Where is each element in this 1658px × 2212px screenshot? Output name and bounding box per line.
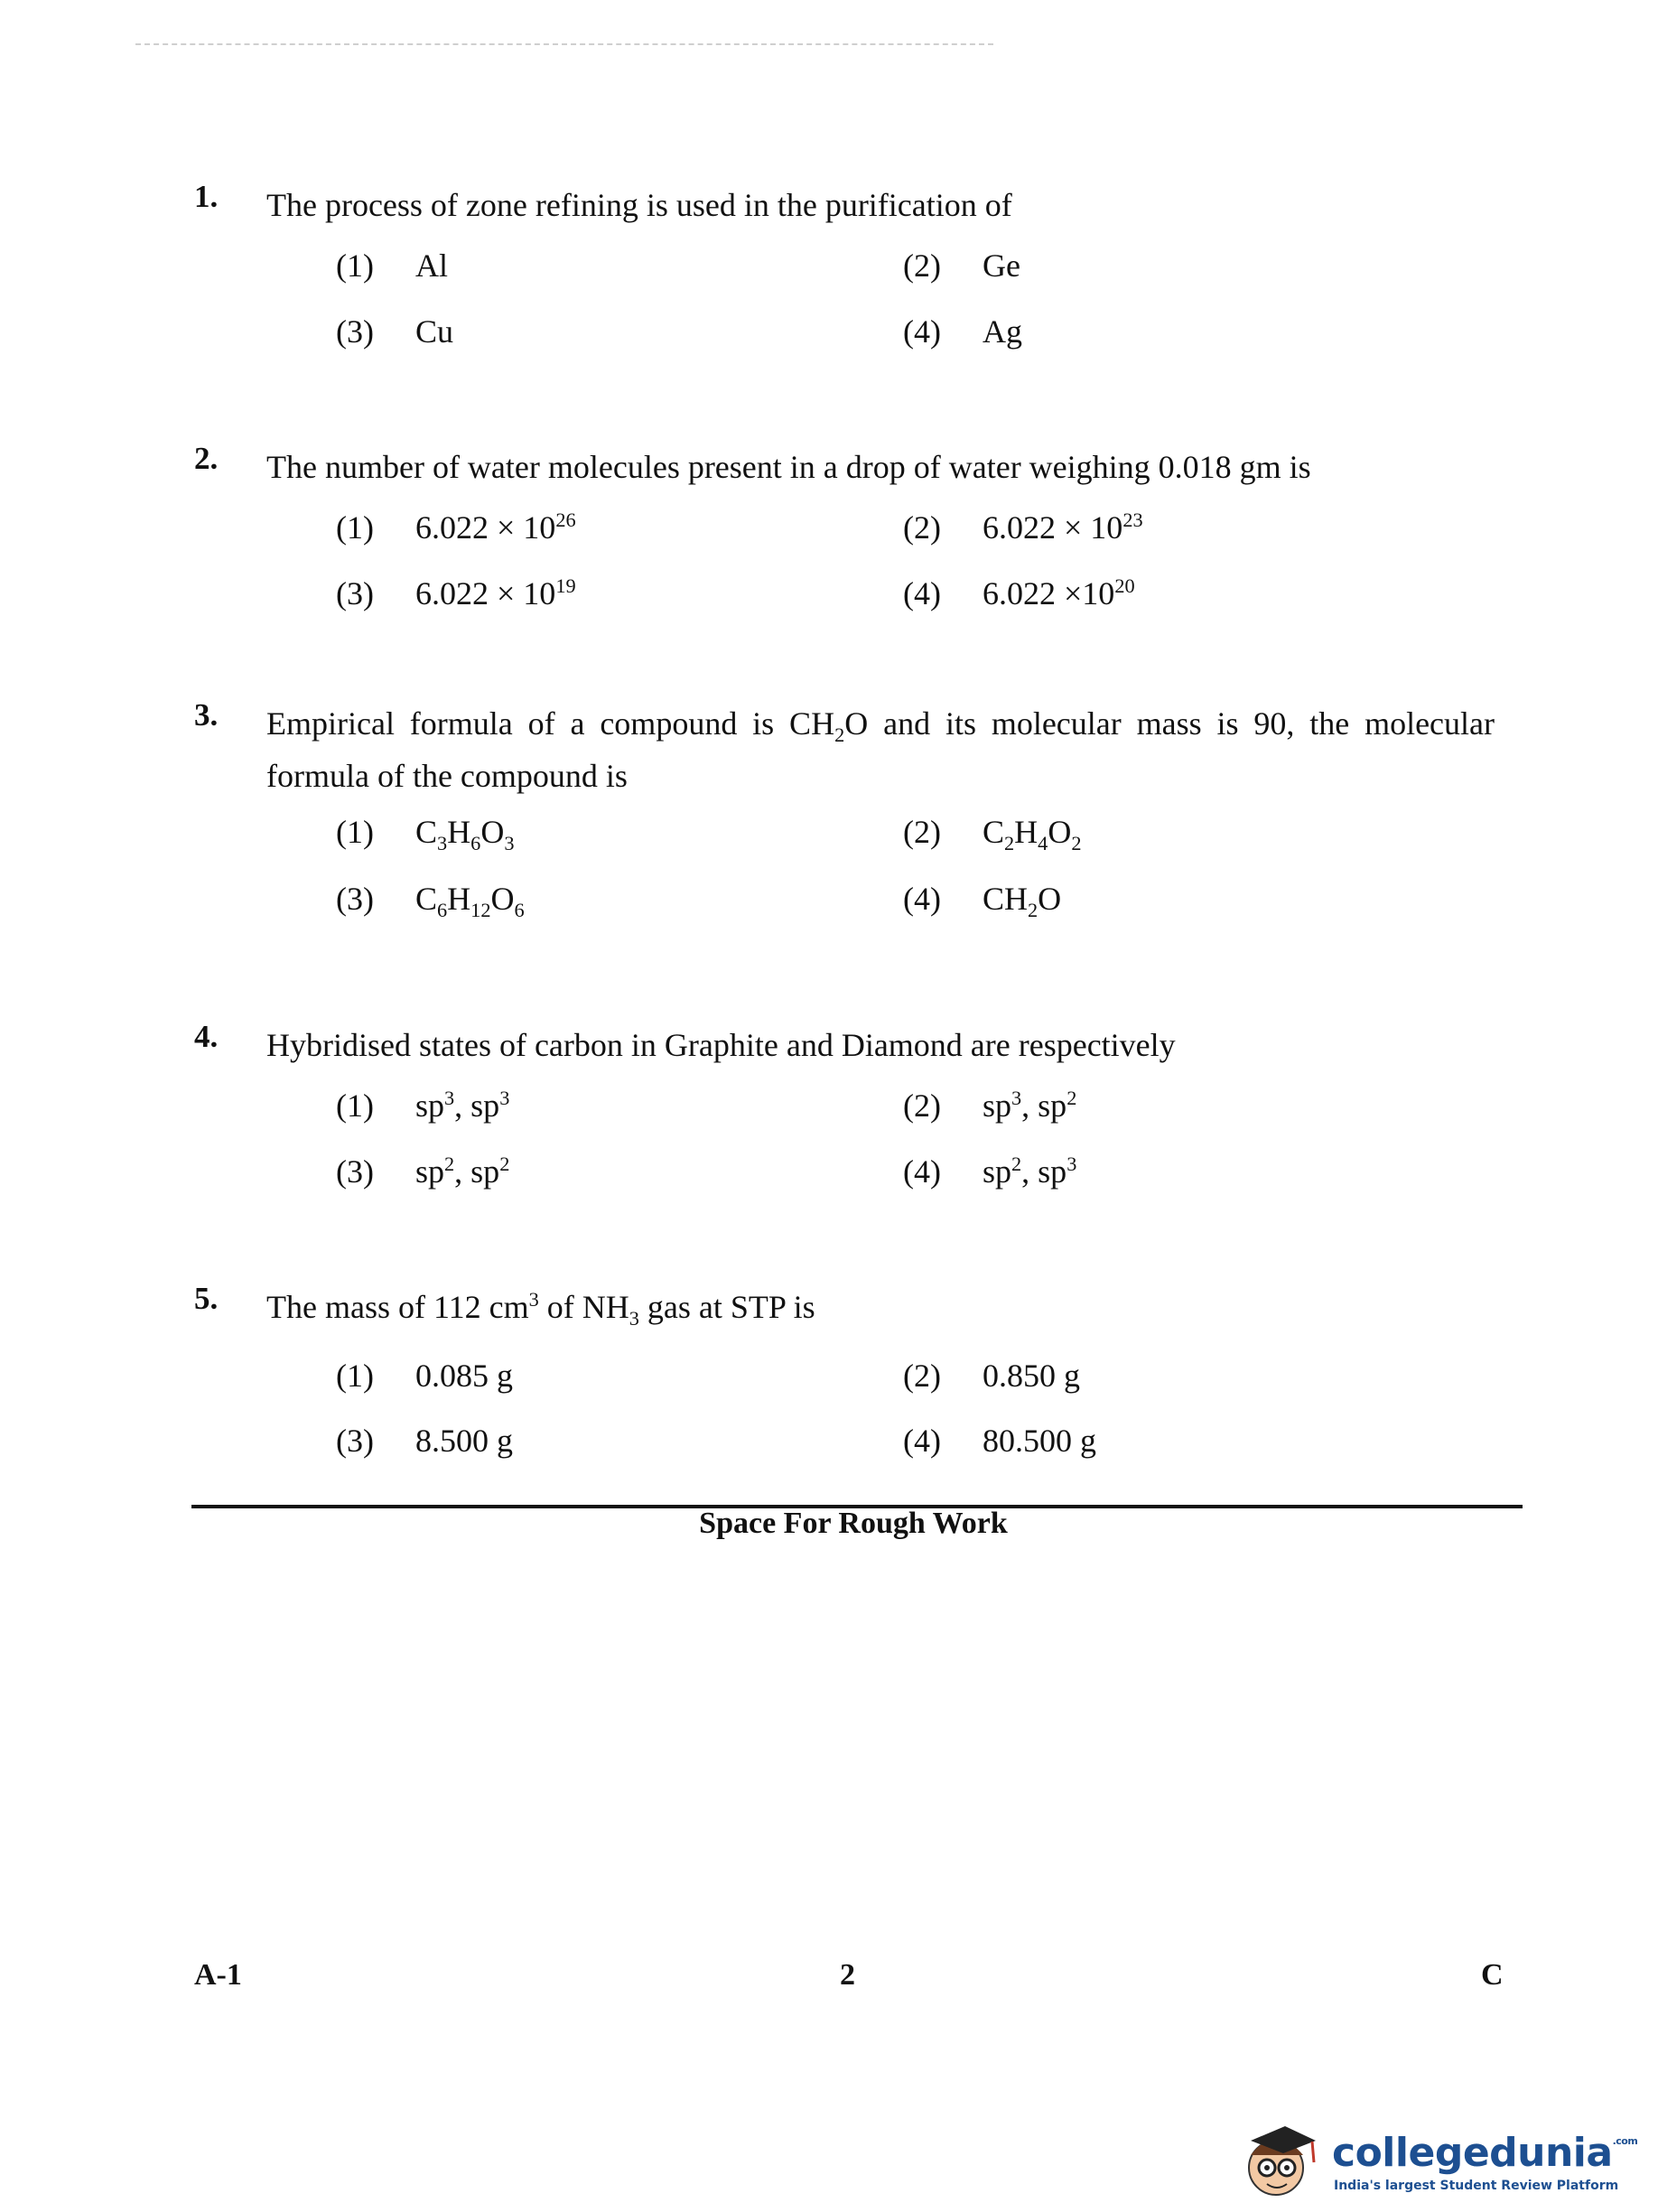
scan-artifact-line	[135, 43, 993, 49]
footer-version: C	[1481, 1958, 1504, 1992]
question-text: Hybridised states of carbon in Graphite and Diamond are respectively	[266, 1027, 1176, 1063]
option-1: (1) $6.022 \times 10^{26}$	[336, 509, 576, 546]
footer-code: A-1	[194, 1958, 242, 1992]
option-4: (4) 80.500 g	[903, 1423, 1096, 1459]
option-3: (3) $6.022 \times 10^{19}$	[336, 574, 576, 611]
option-1: (1) Al	[336, 247, 448, 284]
footer-page-number: 2	[840, 1958, 855, 1992]
question-number: 2.	[194, 441, 219, 476]
mascot-icon	[1233, 2114, 1323, 2204]
question-text: The mass of 112 $cm^3$ of $NH_3$ gas at STP is	[266, 1288, 815, 1330]
option-2: (2) 0.850 g	[903, 1358, 1080, 1394]
rough-work-heading: Space For Rough Work	[699, 1507, 1008, 1540]
option-4: (4) $sp^2$, $sp^3$	[903, 1153, 1077, 1190]
question-text: The process of zone refining is used in the purification of	[266, 187, 1012, 223]
option-3: (3) $C_6H_{12}O_6$	[336, 881, 525, 922]
option-1: (1) $C_3H_6O_3$	[336, 814, 515, 855]
question-text: The number of water molecules present in a drop of water weighing 0.018 gm is	[266, 449, 1311, 485]
option-4: (4) Ag	[903, 313, 1022, 350]
option-4: (4) $6.022 \times 10^{20}$	[903, 574, 1135, 611]
option-2: (2) $6.022 \times 10^{23}$	[903, 509, 1143, 546]
option-3: (3) $sp^2$, $sp^2$	[336, 1153, 510, 1190]
option-2: (2) $sp^3$, $sp^2$	[903, 1087, 1077, 1124]
brand-wordmark: collegedunia$^{.com}$	[1332, 2130, 1638, 2176]
question-number: 5.	[194, 1281, 219, 1316]
question-text: Empirical formula of a compound is $CH_2O$ and its molecular mass is 90, the molecular formula of the compound is	[266, 705, 1495, 794]
brand-tagline: India's largest Student Review Platform	[1334, 2179, 1619, 2193]
collegedunia-watermark	[1233, 2114, 1638, 2204]
option-3: (3) Cu	[336, 313, 454, 350]
option-4: (4) $CH_2O$	[903, 881, 1062, 922]
option-2: (2) Ge	[903, 247, 1020, 284]
question-number: 1.	[194, 179, 219, 214]
option-1: (1) 0.085 g	[336, 1358, 513, 1394]
question-number: 4.	[194, 1019, 219, 1054]
option-3: (3) 8.500 g	[336, 1423, 513, 1459]
option-2: (2) $C_2H_4O_2$	[903, 814, 1082, 855]
option-1: (1) $sp^3$, $sp^3$	[336, 1087, 510, 1124]
question-number: 3.	[194, 697, 219, 733]
